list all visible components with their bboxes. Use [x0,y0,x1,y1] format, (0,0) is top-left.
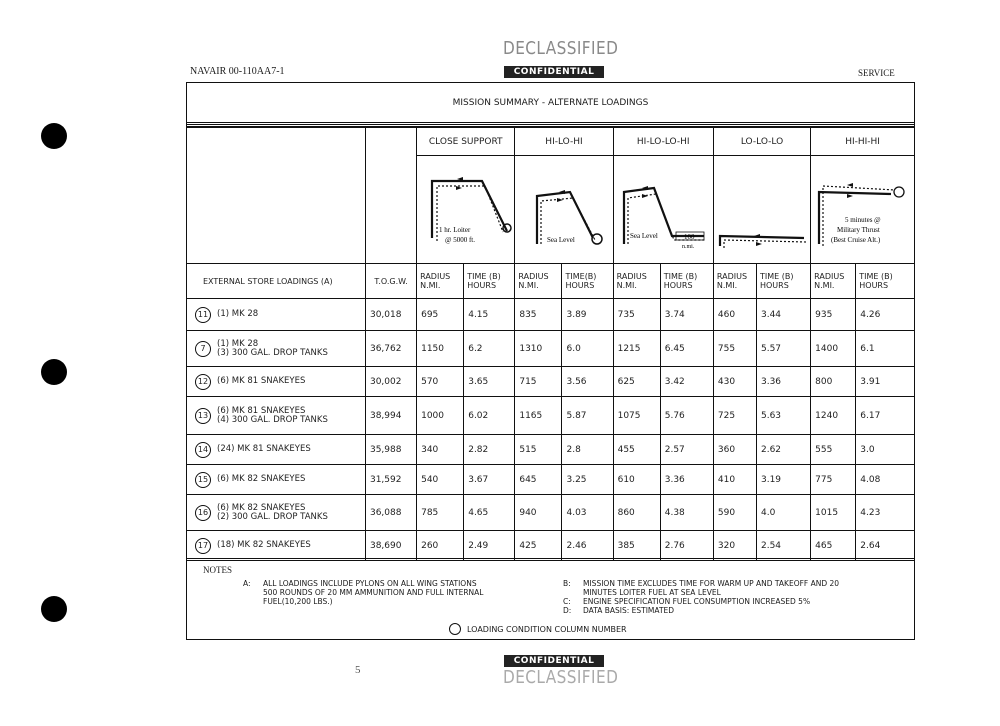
radius-cell: 590 [713,495,756,531]
radius-cell: 940 [515,495,562,531]
radius-cell: 460 [713,299,756,331]
time-cell: 2.8 [562,435,613,465]
col-header-time-5: TIME (B) HOURS [856,264,914,299]
loading-number-badge: 17 [195,538,211,554]
mission-hi-lo-lo-hi: HI-LO-LO-HI [613,128,713,156]
note-d-text: DATA BASIS: ESTIMATED [583,606,675,615]
note-c-text: ENGINE SPECIFICATION FUEL CONSUMPTION INCREASED 5% [583,597,811,606]
loading-rows [187,299,914,561]
col-header-togw: T.O.G.W. [365,264,416,299]
time-cell: 6.2 [464,331,515,367]
radius-cell: 735 [613,299,660,331]
notes-heading: NOTES [203,565,232,575]
radius-cell: 515 [515,435,562,465]
store-line: (6) MK 82 SNAKEYES [217,474,306,484]
radius-cell: 320 [713,531,756,561]
punch-hole-top [41,123,67,149]
togw-cell: 31,592 [365,465,416,495]
store-line: (18) MK 82 SNAKEYES [217,540,311,550]
store-line: (24) MK 81 SNAKEYES [217,444,311,454]
loading-number-badge: 13 [195,408,211,424]
time-cell: 3.36 [660,465,713,495]
time-cell: 5.57 [756,331,810,367]
time-cell: 5.87 [562,397,613,435]
time-cell: 6.1 [856,331,914,367]
store-line: (2) 300 GAL. DROP TANKS [217,511,328,522]
time-cell: 3.44 [756,299,810,331]
togw-cell: 38,994 [365,397,416,435]
col-header-time-4: TIME (B) HOURS [756,264,810,299]
radius-cell: 410 [713,465,756,495]
time-cell: 2.54 [756,531,810,561]
store-line: (3) 300 GAL. DROP TANKS [217,347,328,358]
time-cell: 2.64 [856,531,914,561]
store-loading-cell [187,397,365,435]
time-cell: 3.89 [562,299,613,331]
lo-lo-lo-profile-diagram [714,156,810,260]
time-cell: 4.15 [464,299,515,331]
store-line: (1) MK 28 [217,309,259,319]
note-b-label: B: [563,579,571,588]
radius-cell: 800 [811,367,856,397]
profile-close-support [417,156,515,264]
radius-cell: 385 [613,531,660,561]
store-loading-cell [187,531,365,561]
radius-cell: 1400 [811,331,856,367]
store-loading-cell [187,465,365,495]
profile-lo-lo-lo [713,156,810,264]
table-row [187,397,914,435]
mission-hi-hi-hi: HI-HI-HI [811,128,914,156]
radius-cell: 935 [811,299,856,331]
radius-cell: 465 [811,531,856,561]
col-header-time-2: TIME(B) HOURS [562,264,613,299]
time-cell: 4.23 [856,495,914,531]
confidential-bar-bottom: CONFIDENTIAL [504,655,605,667]
radius-cell: 1075 [613,397,660,435]
time-cell: 2.76 [660,531,713,561]
radius-cell: 860 [613,495,660,531]
time-cell: 3.19 [756,465,810,495]
legend-circle-icon [449,623,461,635]
time-cell: 6.45 [660,331,713,367]
radius-cell: 1240 [811,397,856,435]
radius-cell: 360 [713,435,756,465]
time-cell: 6.02 [464,397,515,435]
time-cell: 3.42 [660,367,713,397]
store-line: (4) 300 GAL. DROP TANKS [217,414,328,425]
loading-number-badge: 11 [195,307,211,323]
time-cell: 2.46 [562,531,613,561]
profile-note-1a: 1 hr. Loiter [439,226,471,234]
table-row [187,531,914,561]
doc-number: NAVAIR 00-110AA7-1 [190,66,285,77]
note-a-label: A: [243,579,251,588]
store-loading-cell [187,435,365,465]
legend [449,623,627,635]
radius-cell: 540 [417,465,464,495]
time-cell: 6.17 [856,397,914,435]
note-c-label: C: [563,597,571,606]
note-d-label: D: [563,606,572,615]
table-row [187,331,914,367]
radius-cell: 755 [713,331,756,367]
store-loading-cell [187,331,365,367]
time-cell: 2.82 [464,435,515,465]
radius-cell: 725 [713,397,756,435]
col-header-store: EXTERNAL STORE LOADINGS (A) [187,264,365,299]
profile-hi-hi-hi [811,156,914,264]
radius-cell: 645 [515,465,562,495]
close-support-profile-diagram [417,156,515,260]
table-row [187,495,914,531]
radius-cell: 1165 [515,397,562,435]
togw-cell: 35,988 [365,435,416,465]
loading-number-badge: 15 [195,472,211,488]
hi-hi-hi-profile-diagram [811,156,914,260]
svg-text:100: 100 [683,233,695,241]
mission-lo-lo-lo: LO-LO-LO [713,128,810,156]
store-line: (6) MK 81 SNAKEYES [217,405,306,416]
punch-hole-bottom [41,596,67,622]
declassified-stamp-bottom [494,648,619,688]
mission-summary-frame [186,82,915,640]
radius-cell: 625 [613,367,660,397]
togw-cell: 38,690 [365,531,416,561]
confidential-bar: CONFIDENTIAL [504,66,605,78]
radius-cell: 835 [515,299,562,331]
store-loading-cell [187,299,365,331]
mission-hi-lo-hi: HI-LO-HI [515,128,613,156]
radius-cell: 455 [613,435,660,465]
svg-text:(Best Cruise Alt.): (Best Cruise Alt.) [831,236,881,244]
time-cell: 3.25 [562,465,613,495]
radius-cell: 1150 [417,331,464,367]
svg-text:n.mi.: n.mi. [681,244,694,250]
radius-cell: 260 [417,531,464,561]
time-cell: 4.38 [660,495,713,531]
profile-hi-lo-hi [515,156,613,264]
time-cell: 3.0 [856,435,914,465]
col-header-radius-1: RADIUS N.MI. [417,264,464,299]
time-cell: 3.56 [562,367,613,397]
radius-cell: 570 [417,367,464,397]
mission-close-support: CLOSE SUPPORT [417,128,515,156]
radius-cell: 1000 [417,397,464,435]
time-cell: 4.26 [856,299,914,331]
col-header-radius-2: RADIUS N.MI. [515,264,562,299]
punch-hole-middle [41,359,67,385]
radius-cell: 425 [515,531,562,561]
col-header-time-1: TIME (B) HOURS [464,264,515,299]
togw-cell: 36,088 [365,495,416,531]
time-cell: 3.65 [464,367,515,397]
hi-lo-hi-profile-diagram [515,156,613,260]
svg-text:Military Thrust: Military Thrust [837,226,880,234]
radius-cell: 695 [417,299,464,331]
table-row [187,435,914,465]
loading-number-badge: 7 [195,341,211,357]
time-cell: 3.67 [464,465,515,495]
time-cell: 2.57 [660,435,713,465]
togw-cell: 30,002 [365,367,416,397]
table-row [187,299,914,331]
loading-number-badge: 12 [195,374,211,390]
mission-table [187,127,914,561]
col-header-radius-5: RADIUS N.MI. [811,264,856,299]
time-cell: 5.63 [756,397,810,435]
radius-cell: 1015 [811,495,856,531]
column-header-row [187,264,914,299]
time-cell: 6.0 [562,331,613,367]
radius-cell: 715 [515,367,562,397]
loading-number-badge: 14 [195,442,211,458]
radius-cell: 1215 [613,331,660,367]
col-header-radius-4: RADIUS N.MI. [713,264,756,299]
blank-corner [187,128,365,264]
profile-note-hi-hi-hi: 5 minutes @ [845,216,881,224]
col-header-time-3: TIME (B) HOURS [660,264,713,299]
store-line: (6) MK 82 SNAKEYES [217,502,306,513]
store-loading-cell [187,495,365,531]
time-cell: 3.36 [756,367,810,397]
time-cell: 4.03 [562,495,613,531]
time-cell: 2.62 [756,435,810,465]
time-cell: 3.91 [856,367,914,397]
col-header-radius-3: RADIUS N.MI. [613,264,660,299]
declassified-text-bottom: DECLASSIFIED [503,667,619,688]
legend-text: LOADING CONDITION COLUMN NUMBER [467,624,627,634]
table-title: MISSION SUMMARY - ALTERNATE LOADINGS [187,83,914,123]
time-cell: 2.49 [464,531,515,561]
store-loading-cell [187,367,365,397]
declassified-stamp-top [494,38,619,78]
table-row [187,465,914,495]
store-line: (6) MK 81 SNAKEYES [217,376,306,386]
notes-section [187,558,914,638]
page-mark: 5 [355,664,361,676]
time-cell: 4.08 [856,465,914,495]
togw-cell: 36,762 [365,331,416,367]
declassified-text: DECLASSIFIED [503,38,619,59]
radius-cell: 430 [713,367,756,397]
svg-text:@ 5000 ft.: @ 5000 ft. [445,236,476,244]
hi-lo-lo-hi-profile-diagram [614,156,712,260]
radius-cell: 775 [811,465,856,495]
time-cell: 4.0 [756,495,810,531]
radius-cell: 785 [417,495,464,531]
service-label: SERVICE [858,68,895,78]
mission-name-row [187,128,914,156]
time-cell: 3.74 [660,299,713,331]
table-row [187,367,914,397]
loading-number-badge: 16 [195,505,211,521]
togw-cell: 30,018 [365,299,416,331]
note-b-text: MISSION TIME EXCLUDES TIME FOR WARM UP AND TAKEOFF AND 20 MINUTES LOITER FUEL AT SEA LEVEL [583,579,840,597]
profile-note-hi-lo-hi: Sea Level [547,236,576,244]
time-cell: 5.76 [660,397,713,435]
profile-hi-lo-lo-hi [613,156,713,264]
radius-cell: 555 [811,435,856,465]
radius-cell: 1310 [515,331,562,367]
profile-note-hi-lo-lo-hi: Sea Level [629,232,658,240]
radius-cell: 340 [417,435,464,465]
radius-cell: 610 [613,465,660,495]
time-cell: 4.65 [464,495,515,531]
note-a-text: ALL LOADINGS INCLUDE PYLONS ON ALL WING STATIONS 500 ROUNDS OF 20 MM AMMUNITION AND FULL INTERNAL FUEL(10,200 LBS.) [263,579,484,606]
blank-togw-corner [365,128,416,264]
store-line: (1) MK 28 [217,338,259,349]
